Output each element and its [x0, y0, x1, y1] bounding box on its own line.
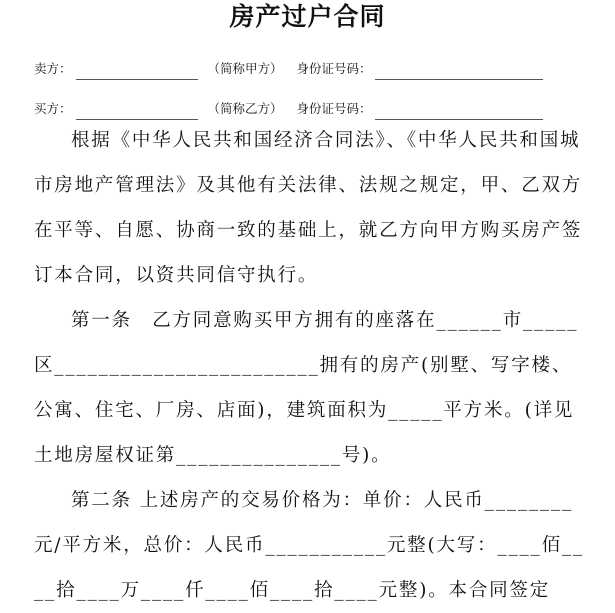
- buyer-alias: （简称乙方）: [207, 101, 283, 116]
- seller-id-blank: [375, 64, 543, 80]
- article-2-paragraph: 第二条 上述房产的交易价格为：单价：人民币________元/平方米，总价：人民币___________元整(大写：____佰____拾____万____仟____佰____拾____元整)。本合同签定: [34, 490, 585, 601]
- seller-label: 卖方：: [34, 61, 72, 76]
- preamble-paragraph: 根据《中华人民共和国经济合同法》、《中华人民共和国城市房地产管理法》及其他有关法律、法规之规定，甲、乙双方在平等、自愿、协商一致的基础上，就乙方向甲方购买房产签订本合同，以资共同信守执行。: [34, 130, 583, 286]
- seller-id-label: 身份证号码：: [296, 61, 372, 76]
- buyer-row: [34, 98, 594, 120]
- document-title: 房产过户合同: [229, 2, 386, 31]
- buyer-label: 买方：: [34, 101, 72, 116]
- contract-body: [34, 118, 590, 613]
- buyer-id-label: 身份证号码：: [296, 101, 372, 116]
- seller-name-blank: [76, 64, 198, 80]
- article-1-paragraph: 第一条 乙方同意购买甲方拥有的座落在______市_____区________________________拥有的房产(别墅、写字楼、公寓、住宅、厂房、店面)，建筑面积为_____平方米。(详见土地房屋权证第_______________号)。: [34, 310, 579, 466]
- seller-row: [34, 58, 594, 80]
- seller-alias: （简称甲方）: [207, 61, 283, 76]
